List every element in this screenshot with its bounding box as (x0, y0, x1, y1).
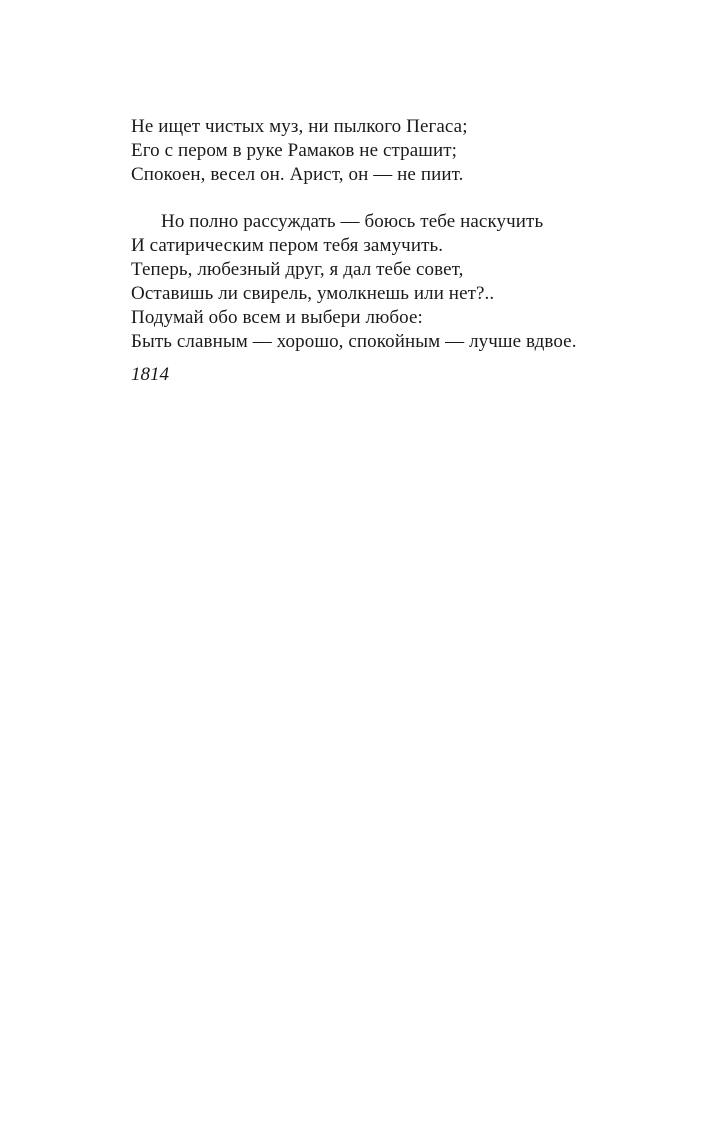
stanza (131, 115, 671, 187)
poem-line: Оставишь ли свирель, умолкнешь или нет?.. (131, 283, 495, 304)
poem-line: И сатирическим пером тебя замучить. (131, 235, 444, 256)
poem-text (131, 115, 671, 387)
poem-line: Но полно рассуждать — боюсь тебе наскучить (161, 211, 544, 232)
poem-line: Не ищет чистых муз, ни пылкого Пегаса; (131, 116, 468, 137)
poem-line: Теперь, любезный друг, я дал тебе совет, (131, 259, 464, 280)
poem-line: Подумай обо всем и выбери любое: (131, 307, 423, 328)
poem-line: Быть славным — хорошо, спокойным — лучше вдвое. (131, 331, 577, 352)
poem-year: 1814 (131, 364, 169, 385)
stanza (131, 210, 671, 354)
poem-line: Спокоен, весел он. Арист, он — не пиит. (131, 164, 464, 185)
poem-line: Его с пером в руке Рамаков не страшит; (131, 140, 458, 161)
